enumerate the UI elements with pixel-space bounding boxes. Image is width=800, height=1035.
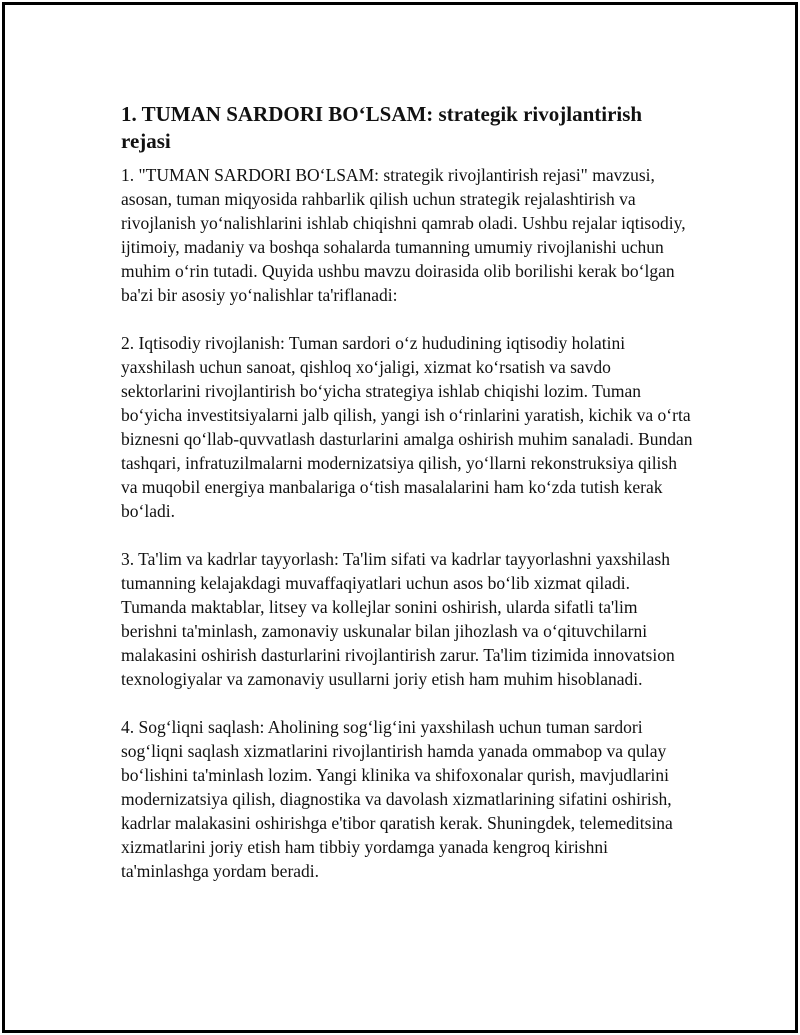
paragraph-3: 3. Ta'lim va kadrlar tayyorlash: Ta'lim sifati va kadrlar tayyorlashni yaxshilash tumanning kelajakdagi muvaffaqiyatlari uchun asos bo‘lib xizmat qiladi. Tumanda maktablar, litsey va kollejlar sonini oshirish, ularda sifatli ta'lim berishni ta'minlash, zamonaviy uskunalar bilan jihozlash va o‘qituvchilarni malakasini oshirish dasturlarini rivojlantirish zarur. Ta'lim tizimida innovatsion texnologiyalar va zamonaviy usullarni joriy etish ham muhim hisoblanadi. [121, 549, 675, 689]
paragraph-1: 1. "TUMAN SARDORI BO‘LSAM: strategik rivojlantirish rejasi" mavzusi, asosan, tuman miqyosida rahbarlik qilish uchun strategik rejalashtirish va rivojlanish yo‘nalishlarini ishlab chiqishni qamrab oladi. Ushbu rejalar iqtisodiy, ijtimoiy, madaniy va boshqa sohalarda tumanning umumiy rivojlanishi uchun muhim o‘rin tutadi. Quyida ushbu mavzu doirasida olib borilishi kerak bo‘lgan ba'zi bir asosiy yo‘nalishlar ta'riflanadi: [121, 165, 686, 305]
paragraph-2: 2. Iqtisodiy rivojlanish: Tuman sardori o‘z hududining iqtisodiy holatini yaxshilash uchun sanoat, qishloq xo‘jaligi, xizmat ko‘rsatish va savdo sektorlarini rivojlantirish bo‘yicha strategiya ishlab chiqishi lozim. Tuman bo‘yicha investitsiyalarni jalb qilish, yangi ish o‘rinlarini yaratish, kichik va o‘rta biznesni qo‘llab-quvvatlash dasturlarini amalga oshirish muhim sanaladi. Bundan tashqari, infratuzilmalarni modernizatsiya qilish, yo‘llarni rekonstruksiya qilish va muqobil energiya manbalariga o‘tish masalalarini ham ko‘zda tutish kerak bo‘ladi. [121, 333, 693, 521]
document-title: 1. TUMAN SARDORI BO‘LSAM: strategik rivojlantirish rejasi [121, 102, 643, 153]
paragraph-4: 4. Sog‘liqni saqlash: Aholining sog‘lig‘ini yaxshilash uchun tuman sardori sog‘liqni saqlash xizmatlarini rivojlantirish hamda yanada ommabop va qulay bo‘lishini ta'minlash lozim. Yangi klinika va shifoxonalar qurish, mavjudlarini modernizatsiya qilish, diagnostika va davolash xizmatlarining sifatini oshirish, kadrlar malakasini oshirishga e'tibor qaratish kerak. Shuningdek, telemeditsina xizmatlarini joriy etish ham tibbiy yordamga yanada kengroq kirishni ta'minlashga yordam beradi. [121, 717, 673, 881]
page-border [2, 2, 798, 1033]
document-body [121, 101, 693, 907]
